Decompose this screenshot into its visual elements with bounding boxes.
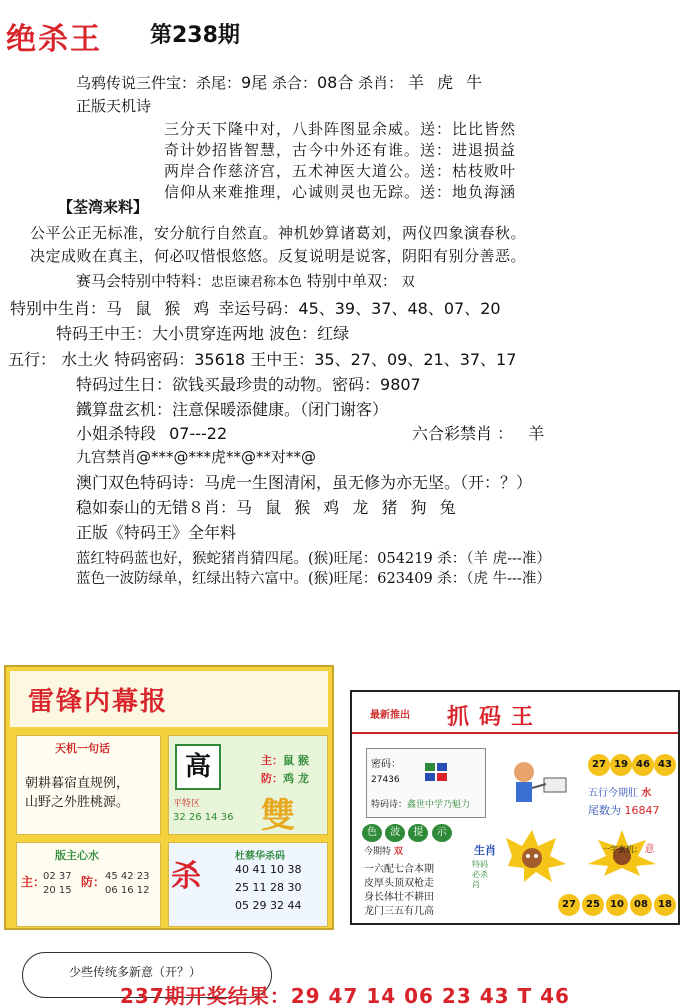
shi-line-2: 蓝色一波防绿单，红绿出特六富中。(猴)旺尾：623409 杀：（虎 牛---准） (76, 571, 551, 587)
shengxiao-label: 生肖 (474, 844, 496, 857)
sha-row-3: 05 29 32 44 (235, 899, 302, 912)
leifeng-panel (4, 665, 334, 930)
sha-char: 杀 (171, 859, 201, 894)
tianji-line-1: 三分天下隆中对，八卦阵图显余威。送：比比皆然 (164, 120, 517, 138)
liuhe-line: 六合彩禁肖 ： 羊 (412, 424, 545, 443)
bottom-ball-1: 27 (558, 894, 580, 916)
crow-combo: 08合 (316, 73, 354, 92)
banzhu-row-d: 06 16 12 (105, 885, 150, 896)
shuang-char: 雙 (261, 796, 295, 836)
bottom-ball-5: 18 (654, 894, 676, 916)
tianji-box (16, 735, 161, 835)
crow-line (76, 70, 486, 93)
banzhu-row-b: 20 15 (43, 885, 72, 896)
shi-line-1: 蓝红特码蓝也好，猴蛇猪肖猜四尾。(猴)旺尾：054219 杀：（羊 虎---准） (76, 551, 551, 567)
crow-combo-label: 杀合： (267, 74, 317, 92)
banzhu-row-a: 02 37 (43, 871, 72, 882)
saima-value: 忠臣谏君称本色 (211, 275, 303, 290)
aomen-line: 澳门双色特码诗：马虎一生图清闲，虽无修为亦无坚。（开：？） (76, 473, 533, 492)
zhu-value: 鼠 猴 (283, 754, 309, 767)
quanwan-line-2: 决定成败在真主，何必叹惜恨悠悠。反复说明是说客，阴阳有别分善恶。 (30, 247, 527, 265)
verse-1: 一六配七合本期 (364, 864, 434, 875)
today-label: 今期特 (364, 847, 392, 857)
tail-label: 尾数为 (588, 804, 621, 817)
wencuo-label: 稳如泰山的无错８肖： (76, 498, 237, 517)
xiaojie-value: 07---22 (169, 424, 228, 443)
top-ball-3: 46 (632, 754, 654, 776)
tianji-box-poem-1: 朝耕暮宿直规例， (25, 776, 130, 791)
wuxing-line (8, 347, 516, 370)
banzhu-label: 版主心水 (55, 849, 99, 862)
tiesuan-line: 鐵算盘玄机：注意保暖添健康。（闭门谢客） (76, 400, 389, 419)
shengri-line (76, 372, 421, 395)
wencuo-line (76, 495, 460, 518)
tail-row (588, 802, 660, 818)
tewang-line: 特码王中王：大小贯穿连两地 波色：红绿 (56, 324, 350, 343)
tianji-box-label: 天机一句话 (55, 742, 110, 755)
verse-2: 皮厚头顶双枪走 (364, 878, 434, 889)
cat-label: 特码必杀肖 (472, 860, 488, 889)
pingte-label: 平特区 (173, 799, 201, 809)
tianji-box-poem-2: 山野之外胜桃源。 (25, 795, 130, 810)
wuxing-row (588, 784, 651, 799)
jiugong-line: 九宫禁肖@***@***虎**@**对**@ (76, 448, 317, 466)
tianji-line-3: 两岸合作慈济宫，五术神医大道公。送：枯枝败叶 (164, 162, 517, 180)
liuhe-label: 六合彩禁肖 (412, 424, 493, 443)
fang-row (261, 770, 309, 786)
today-row (364, 844, 403, 857)
tema-full-line: 正版《特码王》全年料 (76, 523, 237, 542)
seal-3: 提 (408, 824, 428, 842)
shengxiao-label: 特别中生肖： (10, 299, 107, 318)
tianji-line-4: 信仰从来难推理，心诚则灵也无踪。送：地负海涵 (164, 183, 517, 201)
code-label: 特码密码： (114, 350, 195, 369)
verse-4: 龙门三五有几高 (364, 906, 434, 917)
ma-label: 特码诗： (371, 800, 408, 810)
wencuo-value: 马 鼠 猴 鸡 龙 猪 狗 兔 (236, 498, 460, 517)
saima-label: 赛马会特别中特料： (76, 272, 212, 290)
tianji-line-2: 奇计妙招皆智慧，古今中外还有谁。送：进退损益 (164, 141, 517, 159)
banzhu-zhu: 主： (21, 875, 46, 889)
sha-row-1: 40 41 10 38 (235, 863, 302, 876)
code-box-label: 密码： (371, 759, 401, 770)
leifeng-header (10, 671, 328, 727)
crow-tail: 9尾 (241, 73, 268, 92)
bottom-ball-2: 25 (582, 894, 604, 916)
sha-label: 杜蔡华杀码 (235, 851, 285, 862)
saima-danshuang: 双 (401, 275, 415, 290)
yiju-value: 意 (644, 844, 655, 855)
crow-xiao-label: 杀肖： (358, 74, 404, 92)
seal-1: 色 (362, 824, 382, 842)
fang-value: 鸡 龙 (283, 772, 309, 785)
wuxing-label: 五行： (8, 350, 57, 369)
crow-xiao: 羊 虎 牛 (407, 73, 487, 92)
bottom-ball-3: 10 (606, 894, 628, 916)
banzhu-fang: 防： (81, 875, 106, 889)
bottom-ball-4: 08 (630, 894, 652, 916)
wzw-value: 35、27、09、21、37、17 (314, 350, 517, 369)
leifeng-title: 雷锋内幕报 (28, 687, 169, 717)
center-box (168, 735, 328, 835)
zhuama-tag: 最新推出 (370, 710, 410, 721)
xiaojie-label: 小姐杀特段 (76, 424, 157, 443)
lucky-label: 幸运号码： (218, 299, 299, 318)
zhu-label: 主： (261, 754, 283, 767)
code-value: 35618 (194, 350, 246, 369)
cloud-text: 少些传统多新意（开？） (69, 965, 202, 979)
seal-4: 示 (432, 824, 452, 842)
gao-char: 高 (175, 744, 221, 790)
tail-value: 16847 (624, 804, 660, 817)
tianji-heading: 正版天机诗 (76, 97, 152, 115)
zhuama-panel (350, 690, 680, 925)
pingte-nums: 32 26 14 36 (173, 812, 234, 823)
top-ball-2: 19 (610, 754, 632, 776)
crow-label: 乌鸦传说三件宝：杀尾： (76, 74, 242, 92)
logo-icon (425, 763, 447, 781)
yiju-label: 一字玄机： (602, 845, 642, 854)
quanwan-line-1: 公平公正无标准，安分航行自然直。神机妙算诸葛刘，两仪四象演春秋。 (30, 224, 527, 242)
ma-text: 鑫世中学乃魁力 (407, 800, 471, 810)
monkey-icon (502, 828, 572, 884)
ma-row (371, 797, 470, 810)
zhuama-banner (352, 692, 678, 734)
xiaojie-line (76, 421, 227, 444)
top-ball-4: 43 (654, 754, 676, 776)
wuxing-label: 五行今期肛 (588, 788, 638, 799)
top-ball-1: 27 (588, 754, 610, 776)
saima-line (76, 270, 415, 291)
fang-label: 防： (261, 772, 283, 785)
shengri-code: 9807 (380, 375, 421, 394)
sha-row-2: 25 11 28 30 (235, 881, 302, 894)
saima-danshuang-label: 特别中单双： (306, 272, 397, 290)
quanwan-heading: 【荃湾来料】 (58, 198, 149, 216)
wzw-label: 王中王： (250, 350, 315, 369)
seal-row (362, 824, 452, 842)
issue-number: 第238期 (150, 23, 240, 48)
lucky-numbers: 45、39、37、48、07、20 (298, 299, 501, 318)
cartoon-figure-icon (494, 752, 574, 812)
wuxing-value: 水 (641, 788, 652, 799)
brand-logo: 绝杀王 (6, 22, 102, 57)
verse-3: 身长体壮不耕田 (364, 892, 434, 903)
sha-box (168, 842, 328, 927)
liuhe-value: 羊 (528, 424, 545, 443)
code-value: 27436 (371, 775, 400, 785)
seal-2: 波 (385, 824, 405, 842)
wuxing-value: 水土火 (61, 350, 110, 369)
shengxiao-line (10, 296, 501, 319)
zhu-row (261, 752, 309, 768)
today-value: 双 (393, 847, 403, 857)
banzhu-row-c: 45 42 23 (105, 871, 150, 882)
draw-result: 237期开奖结果：29 47 14 06 23 43 T 46 (120, 984, 570, 1008)
shengxiao-value: 马 鼠 猴 鸡 (106, 299, 214, 318)
code-box (366, 748, 486, 818)
yiju-row (602, 840, 655, 855)
shengri-text: 特码过生日：欲钱买最珍贵的动物。密码： (76, 375, 381, 394)
zhuama-title: 抓码王 (447, 704, 544, 730)
banzhu-box (16, 842, 161, 927)
